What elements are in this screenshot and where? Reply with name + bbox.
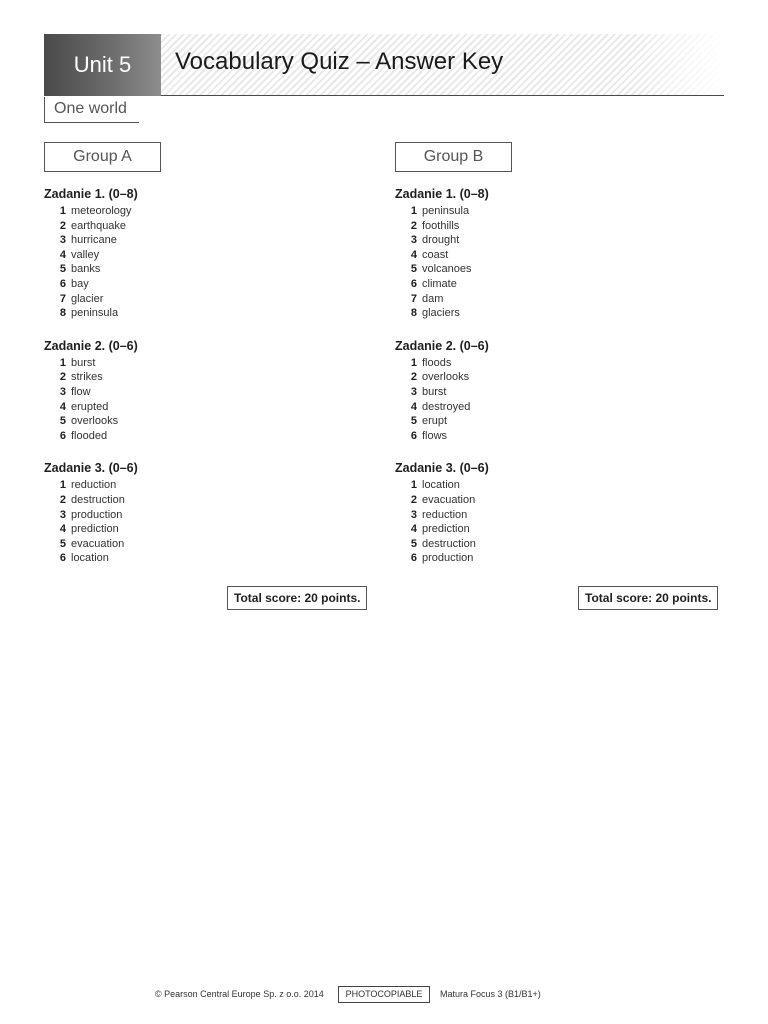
answer-word: peninsula (71, 307, 119, 320)
answer-word: flooded (71, 429, 108, 442)
group-b-label: Group B (395, 142, 512, 172)
answer-number: 6 (410, 429, 417, 442)
group-a-column (44, 186, 374, 583)
answer-number: 4 (59, 400, 66, 413)
answer-item (44, 400, 374, 415)
answer-word: evacuation (71, 537, 125, 550)
answer-word: earthquake (71, 219, 127, 232)
answer-number: 1 (59, 356, 66, 369)
answer-number: 4 (410, 523, 417, 536)
answer-item (44, 537, 374, 552)
answer-item (395, 493, 725, 508)
answer-item (44, 429, 374, 444)
answer-number: 4 (410, 400, 417, 413)
answer-item (44, 262, 374, 277)
answer-word: reduction (71, 479, 117, 492)
answer-word: erupt (422, 415, 448, 428)
answer-word: erupted (71, 400, 109, 413)
group-b-total-score: Total score: 20 points. (578, 586, 718, 610)
answer-number: 2 (59, 371, 66, 384)
answer-item (44, 385, 374, 400)
answer-word: valley (71, 248, 100, 261)
answer-word: glacier (71, 292, 104, 305)
answer-item (395, 262, 725, 277)
answer-word: destruction (71, 493, 125, 506)
answer-number: 2 (59, 219, 66, 232)
answer-number: 1 (410, 356, 417, 369)
exercise-section (395, 460, 725, 566)
answer-word: foothills (422, 219, 460, 232)
answer-number: 2 (410, 219, 417, 232)
answer-item (395, 219, 725, 234)
answer-item (44, 306, 374, 321)
answer-item (44, 493, 374, 508)
answer-number: 5 (59, 415, 66, 428)
answer-word: production (71, 508, 123, 521)
answer-word: prediction (422, 523, 470, 536)
answer-word: hurricane (71, 234, 117, 247)
answer-number: 3 (59, 234, 66, 247)
answer-word: floods (422, 356, 452, 369)
book-title: Matura Focus 3 (B1/B1+) (440, 989, 541, 999)
answer-word: destroyed (422, 400, 471, 413)
answer-word: destruction (422, 537, 476, 550)
answer-number: 4 (59, 523, 66, 536)
answer-word: location (71, 552, 109, 565)
answer-word: prediction (71, 523, 119, 536)
answer-word: dam (422, 292, 444, 305)
answer-word: flow (71, 385, 91, 398)
answer-item (44, 370, 374, 385)
exercise-title: Zadanie 3. (0–6) (395, 461, 489, 476)
answer-number: 6 (59, 277, 66, 290)
answer-number: 8 (59, 307, 66, 320)
answer-item (44, 204, 374, 219)
answer-item (44, 522, 374, 537)
answer-word: climate (422, 277, 457, 290)
exercise-section (44, 338, 374, 444)
exercise-title: Zadanie 2. (0–6) (395, 338, 489, 353)
answer-word: banks (71, 263, 101, 276)
exercise-title: Zadanie 1. (0–8) (44, 187, 138, 201)
group-b-column (395, 186, 725, 583)
answer-item (395, 292, 725, 307)
answer-item (395, 385, 725, 400)
answer-item (395, 370, 725, 385)
answer-item (395, 429, 725, 444)
answer-number: 3 (410, 234, 417, 247)
answer-number: 1 (59, 479, 66, 492)
answer-word: glaciers (422, 307, 460, 320)
answer-word: volcanoes (422, 263, 472, 276)
answer-number: 5 (59, 263, 66, 276)
answer-item (395, 248, 725, 263)
answer-number: 5 (59, 537, 66, 550)
answer-number: 2 (410, 371, 417, 384)
answer-word: reduction (422, 508, 468, 521)
answer-number: 3 (410, 508, 417, 521)
answer-number: 1 (410, 479, 417, 492)
answer-number: 1 (410, 205, 417, 217)
answer-item (395, 204, 725, 219)
answer-word: bay (71, 277, 89, 290)
answer-number: 6 (410, 277, 417, 290)
exercise-section (44, 186, 374, 321)
answer-number: 6 (59, 429, 66, 442)
answer-item (44, 508, 374, 523)
title-band (161, 34, 724, 96)
answer-word: overlooks (422, 371, 470, 384)
photocopiable-badge: PHOTOCOPIABLE (338, 986, 430, 1003)
answer-number: 5 (410, 415, 417, 428)
answer-number: 6 (59, 552, 66, 565)
answer-item (44, 248, 374, 263)
answer-word: coast (422, 248, 449, 261)
answer-number: 2 (410, 493, 417, 506)
exercise-section (395, 338, 725, 444)
answer-item (395, 478, 725, 493)
exercise-title: Zadanie 1. (0–8) (395, 187, 489, 201)
page-title: Vocabulary Quiz – Answer Key (175, 48, 504, 75)
answer-number: 3 (59, 508, 66, 521)
unit-label: Unit 5 (44, 34, 161, 96)
answer-word: drought (422, 234, 460, 247)
answer-word: strikes (71, 371, 103, 384)
answer-word: location (422, 479, 460, 492)
answer-number: 7 (59, 292, 66, 305)
answer-item (44, 551, 374, 566)
exercise-section (395, 186, 725, 321)
answer-number: 6 (410, 552, 417, 565)
answer-item (395, 414, 725, 429)
exercise-section (44, 460, 374, 566)
answer-number: 2 (59, 493, 66, 506)
answer-word: meteorology (71, 205, 132, 217)
answer-number: 5 (410, 263, 417, 276)
answer-number: 4 (59, 248, 66, 261)
exercise-title: Zadanie 3. (0–6) (44, 461, 138, 476)
answer-item (44, 219, 374, 234)
answer-number: 5 (410, 537, 417, 550)
group-a-label: Group A (44, 142, 161, 172)
group-a-total-score: Total score: 20 points. (227, 586, 367, 610)
answer-item (395, 356, 725, 371)
answer-word: flows (422, 429, 448, 442)
answer-number: 8 (410, 307, 417, 320)
answer-number: 3 (59, 385, 66, 398)
answer-item (395, 508, 725, 523)
answer-item (44, 292, 374, 307)
answer-item (395, 537, 725, 552)
answer-item (44, 277, 374, 292)
answer-word: evacuation (422, 493, 476, 506)
unit-subtitle: One world (44, 97, 139, 123)
answer-item (395, 522, 725, 537)
page-footer (0, 986, 768, 1004)
answer-number: 3 (410, 385, 417, 398)
answer-item (44, 478, 374, 493)
answer-word: burst (422, 385, 447, 398)
page-header (44, 34, 724, 96)
answer-item (395, 233, 725, 248)
copyright-text: © Pearson Central Europe Sp. z o.o. 2014 (155, 989, 324, 999)
answer-item (395, 277, 725, 292)
answer-item (395, 551, 725, 566)
answer-word: burst (71, 356, 96, 369)
answer-word: production (422, 552, 474, 565)
answer-item (44, 356, 374, 371)
exercise-title: Zadanie 2. (0–6) (44, 338, 138, 353)
answer-word: overlooks (71, 415, 119, 428)
answer-number: 7 (410, 292, 417, 305)
answer-item (395, 400, 725, 415)
answer-number: 4 (410, 248, 417, 261)
answer-word: peninsula (422, 205, 470, 217)
answer-item (44, 414, 374, 429)
answer-item (395, 306, 725, 321)
answer-item (44, 233, 374, 248)
answer-number: 1 (59, 205, 66, 217)
